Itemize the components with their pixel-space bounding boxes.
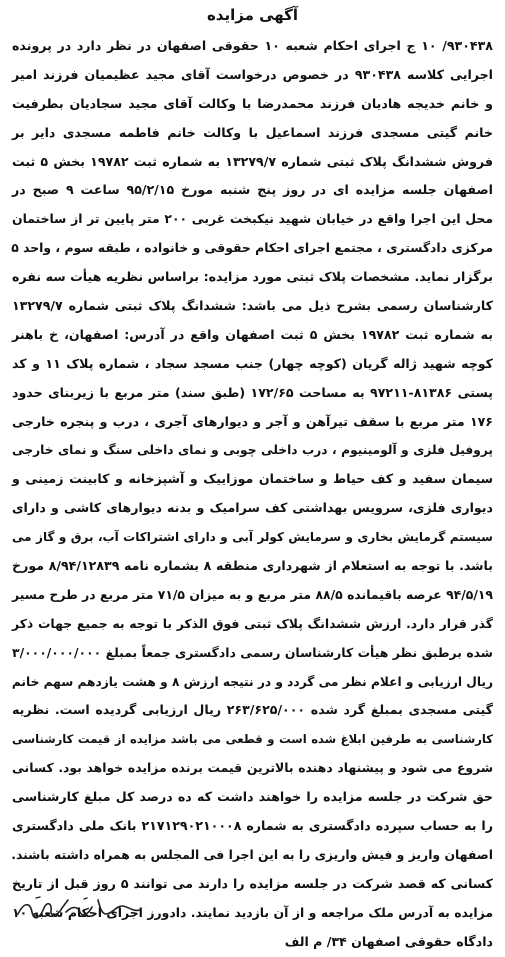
notice-line: کسانی که قصد شرکت در جلسه مزایده را دارند می توانند ۵ روز قبل از تاریخ [12,875,494,891]
notice-line: شده برطبق نظر هیأت کارشناسان رسمی دادگستری جمعاً بمبلغ ۳/۰۰۰/۰۰۰/۰۰۰ [12,644,493,660]
notice-line: دیواری فلزی، سرویس بهداشتی کف سرامیک و بدنه دیوارهای کاشی و دارای [12,500,493,516]
notice-line: فروش ششدانگ پلاک ثبتی شماره ۱۳۲۷۹/۷ به شماره ثبت ۱۹۷۸۲ بخش ۵ ثبت [12,153,493,169]
notice-line: مزایده به آدرس ملک مراجعه و از آن بازدید نمایند. دادورز اجرای احکام شعبه ۱۰ [12,904,493,920]
notice-line: اصفهان واریز و فیش واریزی را به این اجرا فی المجلس به همراه داشته باشند. [11,846,493,862]
notice-line: محل این اجرا واقع در خیابان شهید نیکبخت غربی ۲۰۰ متر پایین تر از ساختمان [12,211,494,227]
notice-line: خانم گیتی مسجدی فرزند اسماعیل با وکالت خانم فاطمه مسجدی دایر بر [12,124,493,140]
notice-line: سیمان سفید و کف حیاط و ساختمان موزاییک و آشپزخانه و کابینت زمینی و [12,471,493,487]
notice-line: گیتی مسجدی بمبلغ گرد شده ۲۶۳/۶۲۵/۰۰۰ ریال ارزیابی گردیده است. نظریه [12,702,493,718]
notice-line: ۱۷۶ متر مربع با سقف تیرآهن و آجر و دیوارهای آجری ، درب و پنجره خارجی [12,413,493,429]
notice-line: شروع می شود و پیشنهاد دهنده بالاترین قیمت برنده مزایده خواهد بود. کسانی [12,760,493,776]
notice-line: گذر قرار دارد. ارزش ششدانگ پلاک ثبتی فوق الذکر با توجه به جمیع جهات ذکر [12,615,493,631]
handwritten-signature [14,894,144,920]
notice-line: اجرایی کلاسه ۹۳۰۴۳۸ در خصوص درخواست آقای مجید عظیمیان فرزند امیر [12,66,493,82]
notice-line: باشد. با توجه به استعلام از شهرداری منطقه ۸ بشماره نامه ۸/۹۴/۱۲۸۳۹ مورخ [12,558,494,574]
notice-line: برگزار نماید. مشخصات پلاک ثبتی مورد مزایده: براساس نظریه هیأت سه نفره [12,269,493,285]
notice-line: پستی ۸۱۳۸۶-۹۷۲۱۱ به مساحت ۱۷۲/۶۵ (طبق سند) متر مربع با زیربنای حدود [12,384,493,400]
notice-line: اصفهان جلسه مزایده ای در روز پنج شنبه مورخ ۹۵/۲/۱۵ ساعت ۹ صبح در [12,182,493,198]
notice-line: کارشناسی به طرفین ابلاغ شده است و قطعی می باشد مزایده از قیمت کارشناسی [12,732,493,747]
notice-line-last: دادگاه حقوقی اصفهان ۳۴/ م الف [284,933,493,949]
notice-line: را به حساب سپرده دادگستری به شماره ۲۱۷۱۲۹۰۲۱۰۰۰۸ بانک ملی دادگستری [12,818,493,834]
notice-line: ریال ارزیابی و اعلام نظر می گردد و در نتیجه ارزش ۸ و هشت یازدهم سهم خانم [11,674,493,689]
notice-title: آگهی مزایده [206,6,299,24]
notice-line: به شماره ثبت ۱۹۷۸۲ بخش ۵ ثبت اصفهان واقع در آدرس: اصفهان، خ باهنر [12,326,493,342]
notice-line: ۹۳۰۴۳۸/ ۱۰ ج اجرای احکام شعبه ۱۰ حقوقی اصفهان در نظر دارد در پرونده [12,38,493,53]
notice-line: کارشناسان رسمی بشرح ذیل می باشد: ششدانگ پلاک ثبتی شماره ۱۳۲۷۹/۷ [12,298,493,314]
notice-body [12,32,493,957]
notice-line: پروفیل فلزی و آلومینیوم ، درب داخلی چوبی و نمای داخلی سنگ و نمای خارجی [12,443,493,458]
notice-line: و خانم خدیجه هادیان فرزند محمدرضا با وکالت آقای مجید سجادیان بطرفیت [12,95,493,111]
notice-line: مرکزی دادگستری ، مجتمع اجرای احکام حقوقی و خانواده ، طبقه سوم ، واحد ۵ [11,240,493,256]
notice-line: سیستم گرمایش بخاری و سرمایش کولر آبی و دارای اشتراکات آب، برق و گاز می [12,530,493,545]
notice-line: ۹۴/۵/۱۹ عرصه باقیمانده ۸۸/۵ متر مربع و به میزان ۷۱/۵ متر مربع در طرح مسیر [12,586,493,602]
notice-line: حق شرکت در جلسه مزایده را خواهند داشت که ده درصد کل مبلغ کارشناسی [12,789,493,805]
notice-line: کوچه شهید ژاله گریان (کوچه چهار) جنب مسجد سجاد ، شماره پلاک ۱۱ و کد [12,355,493,371]
